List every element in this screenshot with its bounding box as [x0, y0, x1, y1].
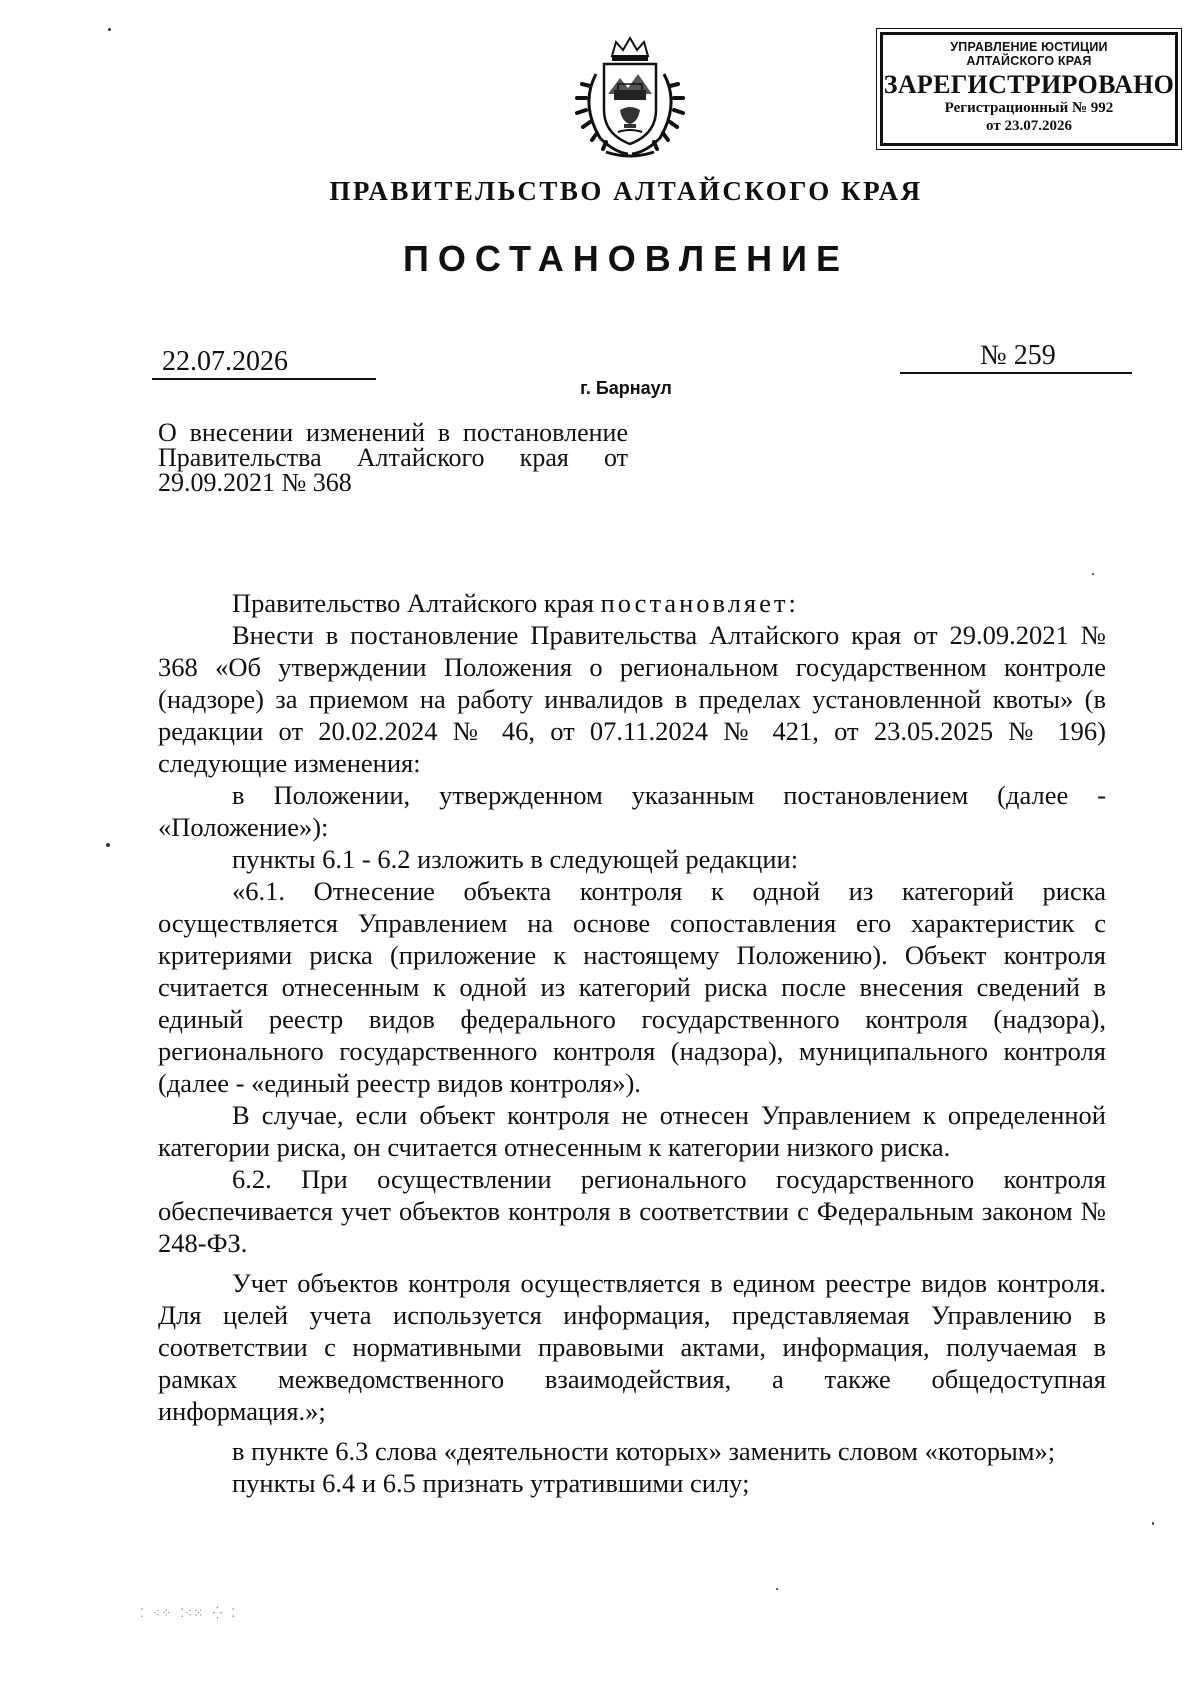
body-paragraph-preamble	[158, 587, 1106, 619]
body-paragraph: в пункте 6.3 слова «деятельности которых» заменить словом «которым»;	[232, 1436, 1056, 1466]
preamble-text: Правительство Алтайского края	[232, 588, 601, 618]
scan-noise-mark: ⁚ ⁖⁘ ⁚⁖⁙ ⁛ ⁚	[140, 1606, 237, 1620]
registration-stamp	[880, 32, 1178, 146]
stamp-org-line1: УПРАВЛЕНИЕ ЮСТИЦИИ	[950, 40, 1108, 54]
scan-speck	[1092, 573, 1094, 575]
document-type-title: ПОСТАНОВЛЕНИЕ	[403, 238, 849, 279]
document-city: г. Барнаул	[580, 378, 672, 398]
body-paragraph: пункты 6.4 и 6.5 признать утратившими силу;	[232, 1468, 750, 1498]
stamp-status: ЗАРЕГИСТРИРОВАНО	[883, 70, 1175, 99]
scan-speck	[108, 28, 111, 31]
document-subject: О внесении изменений в постановление Правительства Алтайского края от 29.09.2021 № 368	[158, 418, 628, 497]
document-date: 22.07.2026	[152, 346, 376, 380]
stamp-org-line2: АЛТАЙСКОГО КРАЯ	[966, 54, 1092, 68]
scan-speck	[106, 843, 110, 847]
document-number: № 259	[900, 340, 1132, 374]
body-paragraph: Учет объектов контроля осуществляется в едином реестре видов контроля. Для целей учета используется информация, представляемая Управлению в соответствии с нормативными правовыми актами, информация, получаемая в рамках межведомственного взаимодействия, а также общедоступная информация.»;	[158, 1268, 1106, 1426]
body-paragraph: В случае, если объект контроля не отнесен Управлением к определенной категории риска, он считается отнесенным к категории низкого риска.	[158, 1100, 1106, 1162]
document-body	[158, 587, 1106, 1499]
scan-speck	[1152, 1522, 1154, 1525]
stamp-reg-date: от 23.07.2026	[986, 118, 1072, 134]
body-paragraph: пункты 6.1 - 6.2 изложить в следующей редакции:	[232, 844, 799, 874]
body-paragraph: «6.1. Отнесение объекта контроля к одной из категорий риска осуществляется Управлением на основе сопоставления его характеристик с критериями риска (приложение к настоящему Положению). Объект контроля считается отнесенным к одной из категорий риска после внесения сведений в единый реестр видов федерального государственного контроля (надзора), регионального государственного контроля (надзора), муниципального контроля (далее - «единый реестр видов контроля»).	[158, 876, 1106, 1098]
stamp-reg-number: Регистрационный № 992	[944, 100, 1114, 116]
preamble-resolves: постановляет:	[600, 588, 799, 618]
body-paragraph: в Положении, утвержденном указанным постановлением (далее - «Положение»):	[158, 780, 1106, 842]
body-paragraph: Внести в постановление Правительства Алтайского края от 29.09.2021 № 368 «Об утверждении Положения о региональном государственном контроле (надзоре) за приемом на работу инвалидов в пределах установленной квоты» (в редакции от 20.02.2024 № 46, от 07.11.2024 № 421, от 23.05.2025 № 196) следующие изменения:	[158, 620, 1106, 778]
body-paragraph: 6.2. При осуществлении регионального государственного контроля обеспечивается учет объектов контроля в соответствии с Федеральным законом № 248-ФЗ.	[158, 1164, 1106, 1258]
coat-of-arms-icon	[566, 34, 694, 160]
government-name: ПРАВИТЕЛЬСТВО АЛТАЙСКОГО КРАЯ	[329, 176, 923, 206]
scan-speck	[776, 1588, 778, 1590]
